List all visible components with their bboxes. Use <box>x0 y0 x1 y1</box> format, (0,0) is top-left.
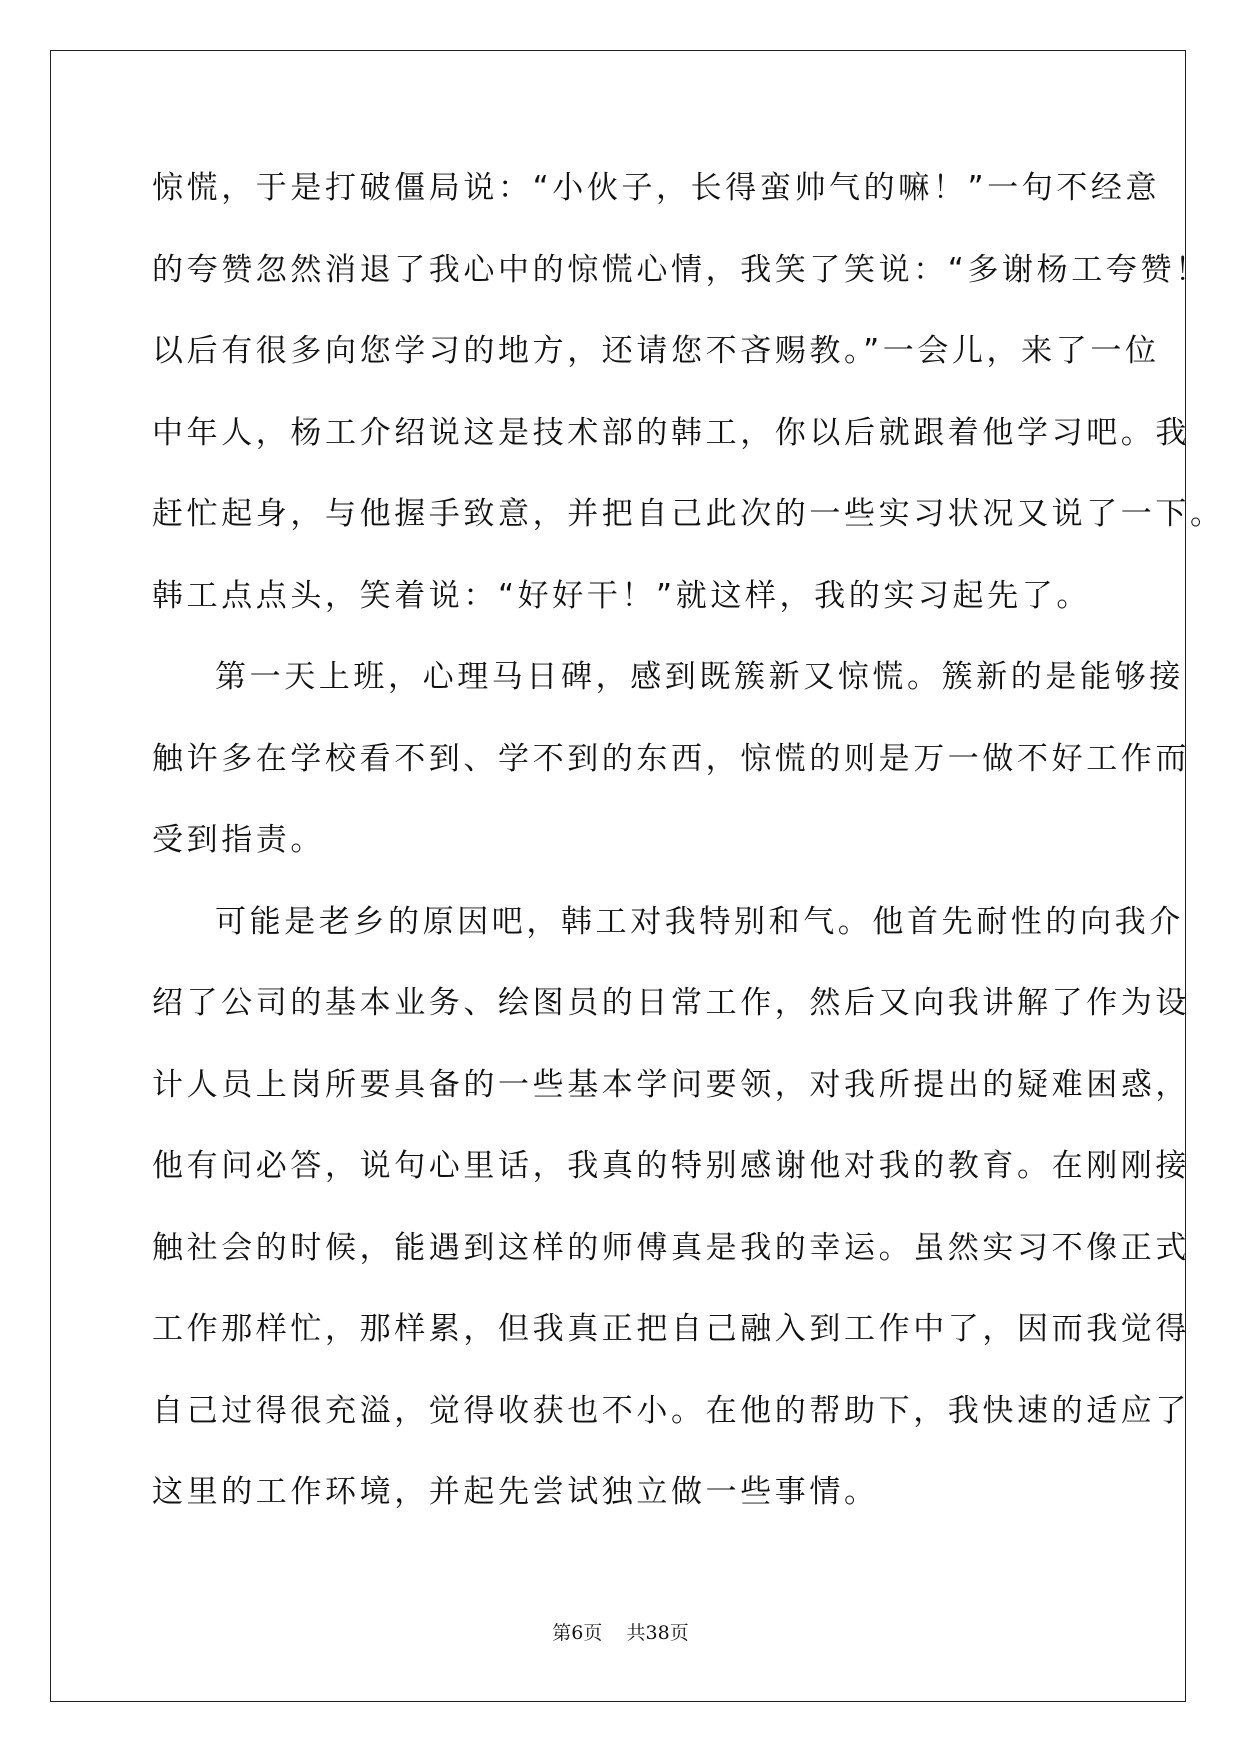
text-line: 绍了公司的基本业务、绘图员的日常工作，然后又向我讲解了作为设 <box>152 985 1190 1021</box>
text-line: 计人员上岗所要具备的一些基本学问要领，对我所提出的疑难困惑， <box>152 1066 1190 1103</box>
text-line: 赶忙起身，与他握手致意，并把自己此次的一些实习状况又说了一下。 <box>152 496 1225 532</box>
text-line: 他有问必答，说句心里话，我真的特别感谢他对我的教育。在刚刚接 <box>152 1148 1190 1184</box>
total-label-suffix: 页 <box>669 1622 689 1644</box>
text-line: 惊慌，于是打破僵局说：“小伙子，长得蛮帅气的嘛！”一句不经意 <box>152 170 1161 206</box>
paragraph-first-line: 第一天上班，心理马日碑，感到既簇新又惊慌。簇新的是能够接 <box>215 659 1184 695</box>
text-line: 受到指责。 <box>152 822 325 858</box>
page-number: 6 <box>571 1622 584 1644</box>
text-line: 这里的工作环境，并起先尝试独立做一些事情。 <box>152 1474 879 1510</box>
total-pages: 38 <box>645 1622 670 1644</box>
text-line: 工作那样忙，那样累，但我真正把自己融入到工作中了，因而我觉得 <box>152 1311 1190 1347</box>
text-line: 的夸赞忽然消退了我心中的惊慌心情，我笑了笑说：“多谢杨工夸赞！ <box>152 251 1210 288</box>
text-line: 触许多在学校看不到、学不到的东西，惊慌的则是万一做不好工作而 <box>152 740 1190 777</box>
page-label-prefix: 第 <box>552 1622 572 1644</box>
text-line: 中年人，杨工介绍说这是技术部的韩工，你以后就跟着他学习吧。我 <box>152 414 1190 451</box>
text-line: 自己过得很充溢，觉得收获也不小。在他的帮助下，我快速的适应了 <box>152 1392 1190 1429</box>
page-footer <box>0 1618 1241 1645</box>
page-label-suffix: 页 <box>583 1622 603 1644</box>
text-line: 触社会的时候，能遇到这样的师傅真是我的幸运。虽然实习不像正式 <box>152 1229 1190 1266</box>
paragraph-first-line: 可能是老乡的原因吧，韩工对我特别和气。他首先耐性的向我介 <box>215 903 1184 940</box>
document-body <box>152 158 1225 1544</box>
text-line: 以后有很多向您学习的地方，还请您不吝赐教。”一会儿，来了一位 <box>152 333 1160 369</box>
text-line: 韩工点点头，笑着说：“好好干！”就这样，我的实习起先了。 <box>152 577 1091 614</box>
total-label-prefix: 共 <box>626 1622 646 1644</box>
